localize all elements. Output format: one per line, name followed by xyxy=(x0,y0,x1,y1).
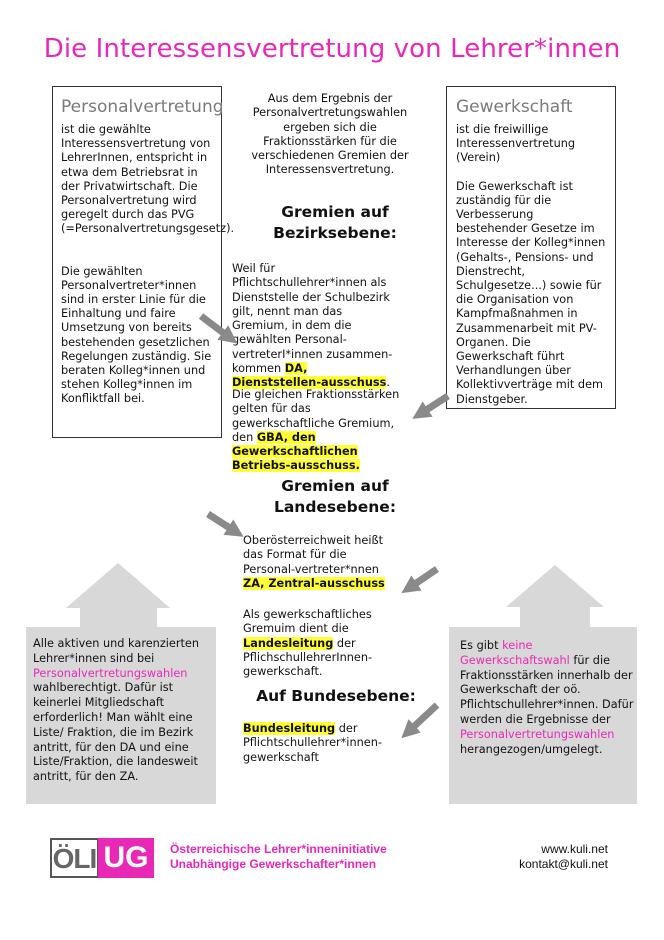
bezirk-text-1: Weil für Pflichtschullehrer*innen als Dienststelle der Schulbezirk gilt, nennt man das Gremium, in dem die gewählten Personal-vertreterI*innen zusammen-kommen DA, Dienststellen-ausschuss. xyxy=(232,262,393,390)
arrow-to-za-right xyxy=(409,569,437,588)
landes-text-2: Als gewerkschaftliches Gremuim dient die Landesleitung der PflichschullehrerInnen-gewerkschaft. xyxy=(243,608,373,679)
page-title: Die Interessensvertretung von Lehrer*innen xyxy=(43,34,621,64)
personalvertretung-text-2: Die gewählten Personalvertreter*innen sind in erster Linie für die Einhaltung und faire Umsetzung von bereits bestehenden gesetzlichen Regelungen zuständig. Sie beraten Kolleg*innen und stehen Kolleg*innen im Konfliktfall bei. xyxy=(61,264,212,406)
personalvertretung-text-1: ist die gewählte Interessensvertretung von LehrerInnen, entspricht in etwa dem Betriebsrat in der Privatwirtschaft. Die Personalvertretung wird geregelt durch das PVG (=Personalvertretungsgesetz). xyxy=(61,123,235,236)
org-name-1: Österreichische Lehrer*inneninitiative xyxy=(170,842,387,856)
pink-personalvertretungswahlen-2: Personalvertretungswahlen xyxy=(460,727,615,741)
intro-text: Aus dem Ergebnis der Personalvertretungswahlen ergeben sich die Fraktionsstärken für die verschiedenen Gremien der Interessensvertretung. xyxy=(251,92,409,177)
bezirk-heading: Gremien auf Bezirksebene: xyxy=(273,203,397,242)
highlight-gba: GBA, den Gewerkschaftlichen Betriebs-ausschuss. xyxy=(232,430,360,473)
logo-ug: UG xyxy=(98,838,154,878)
org-name-2: Unabhängige Gewerkschafter*innen xyxy=(170,857,377,871)
website-link[interactable]: www.kuli.net xyxy=(541,842,608,856)
landes-heading: Gremien auf Landesebene: xyxy=(273,477,397,516)
highlight-za: ZA, Zentral-ausschuss xyxy=(243,576,385,590)
logo xyxy=(50,838,158,878)
wahl-info-right: Es gibt keine Gewerkschaftswahl für die Fraktionsstärken innerhalb der Gewerkschaft der oö. Pflichtschullehrer*innen. Dafür werden die Ergebnisse der Personalvertretungswahlen herangezogen/umgelegt. xyxy=(460,639,634,756)
arrow-to-za-left xyxy=(208,514,236,532)
arrow-to-gba xyxy=(420,396,448,414)
pink-keine-gewerkschaftswahl: keine Gewerkschaftswahl xyxy=(460,639,570,667)
arrow-to-bundesleitung xyxy=(408,705,437,732)
wahl-info-left: Alle aktiven und karenzierten Lehrer*innen sind bei Personalvertretungswahlen wahlberechtigt. Dafür ist keinerlei Mitgliedschaft erforderlich! Man wählt eine Liste/ Fraktion, die im Bezirk antritt, für den DA und eine Liste/Fraktion, die landesweit antritt, für den ZA. xyxy=(33,637,200,784)
arrow-to-da xyxy=(201,316,230,338)
gewerkschaft-text-2: Die Gewerkschaft ist zuständig für die Verbesserung bestehender Gesetze im Interesse der Kolleg*innen (Gehalts-, Pensions- und Dienstrecht, Schulgesetze...) sowie für die Organisation von Kampfmaßnahmen in Zusammenarbeit mit PV-Organen. Die Gewerkschaft führt Verhandlungen über Kollektivverträge mit dem Dienstgeber. xyxy=(456,179,606,406)
footer-organization xyxy=(170,842,387,872)
gewerkschaft-text-1: ist die freiwillige Interessenvertretung (Verein) xyxy=(456,123,576,165)
personalvertretung-heading: Personalvertretung xyxy=(61,97,224,117)
footer-contact xyxy=(519,842,608,872)
highlight-landesleitung: Landesleitung xyxy=(243,636,334,650)
bezirk-text-2: Die gleichen Fraktionsstärken gelten für das gewerkschaftliche Gremium, den GBA, den Gewerkschaftlichen Betriebs-ausschuss. xyxy=(232,388,400,473)
logo-oeli: ÖLI xyxy=(50,838,99,878)
highlight-da: DA, Dienststellen-ausschuss xyxy=(232,362,387,390)
highlight-bundesleitung: Bundesleitung xyxy=(243,722,336,735)
bundes-text: Bundesleitung der Pflichtschullehrer*innen-gewerkschaft xyxy=(243,722,382,764)
pink-personalvertretungswahlen: Personalvertretungswahlen xyxy=(33,666,188,680)
email-link[interactable]: kontakt@kuli.net xyxy=(519,857,608,871)
bundes-heading: Auf Bundesebene: xyxy=(256,687,416,705)
landes-text-1: Oberösterreichweit heißt das Format für die Personal-vertreter*nnen ZA, Zentral-ausschuss xyxy=(243,534,385,590)
gewerkschaft-heading: Gewerkschaft xyxy=(456,97,573,117)
